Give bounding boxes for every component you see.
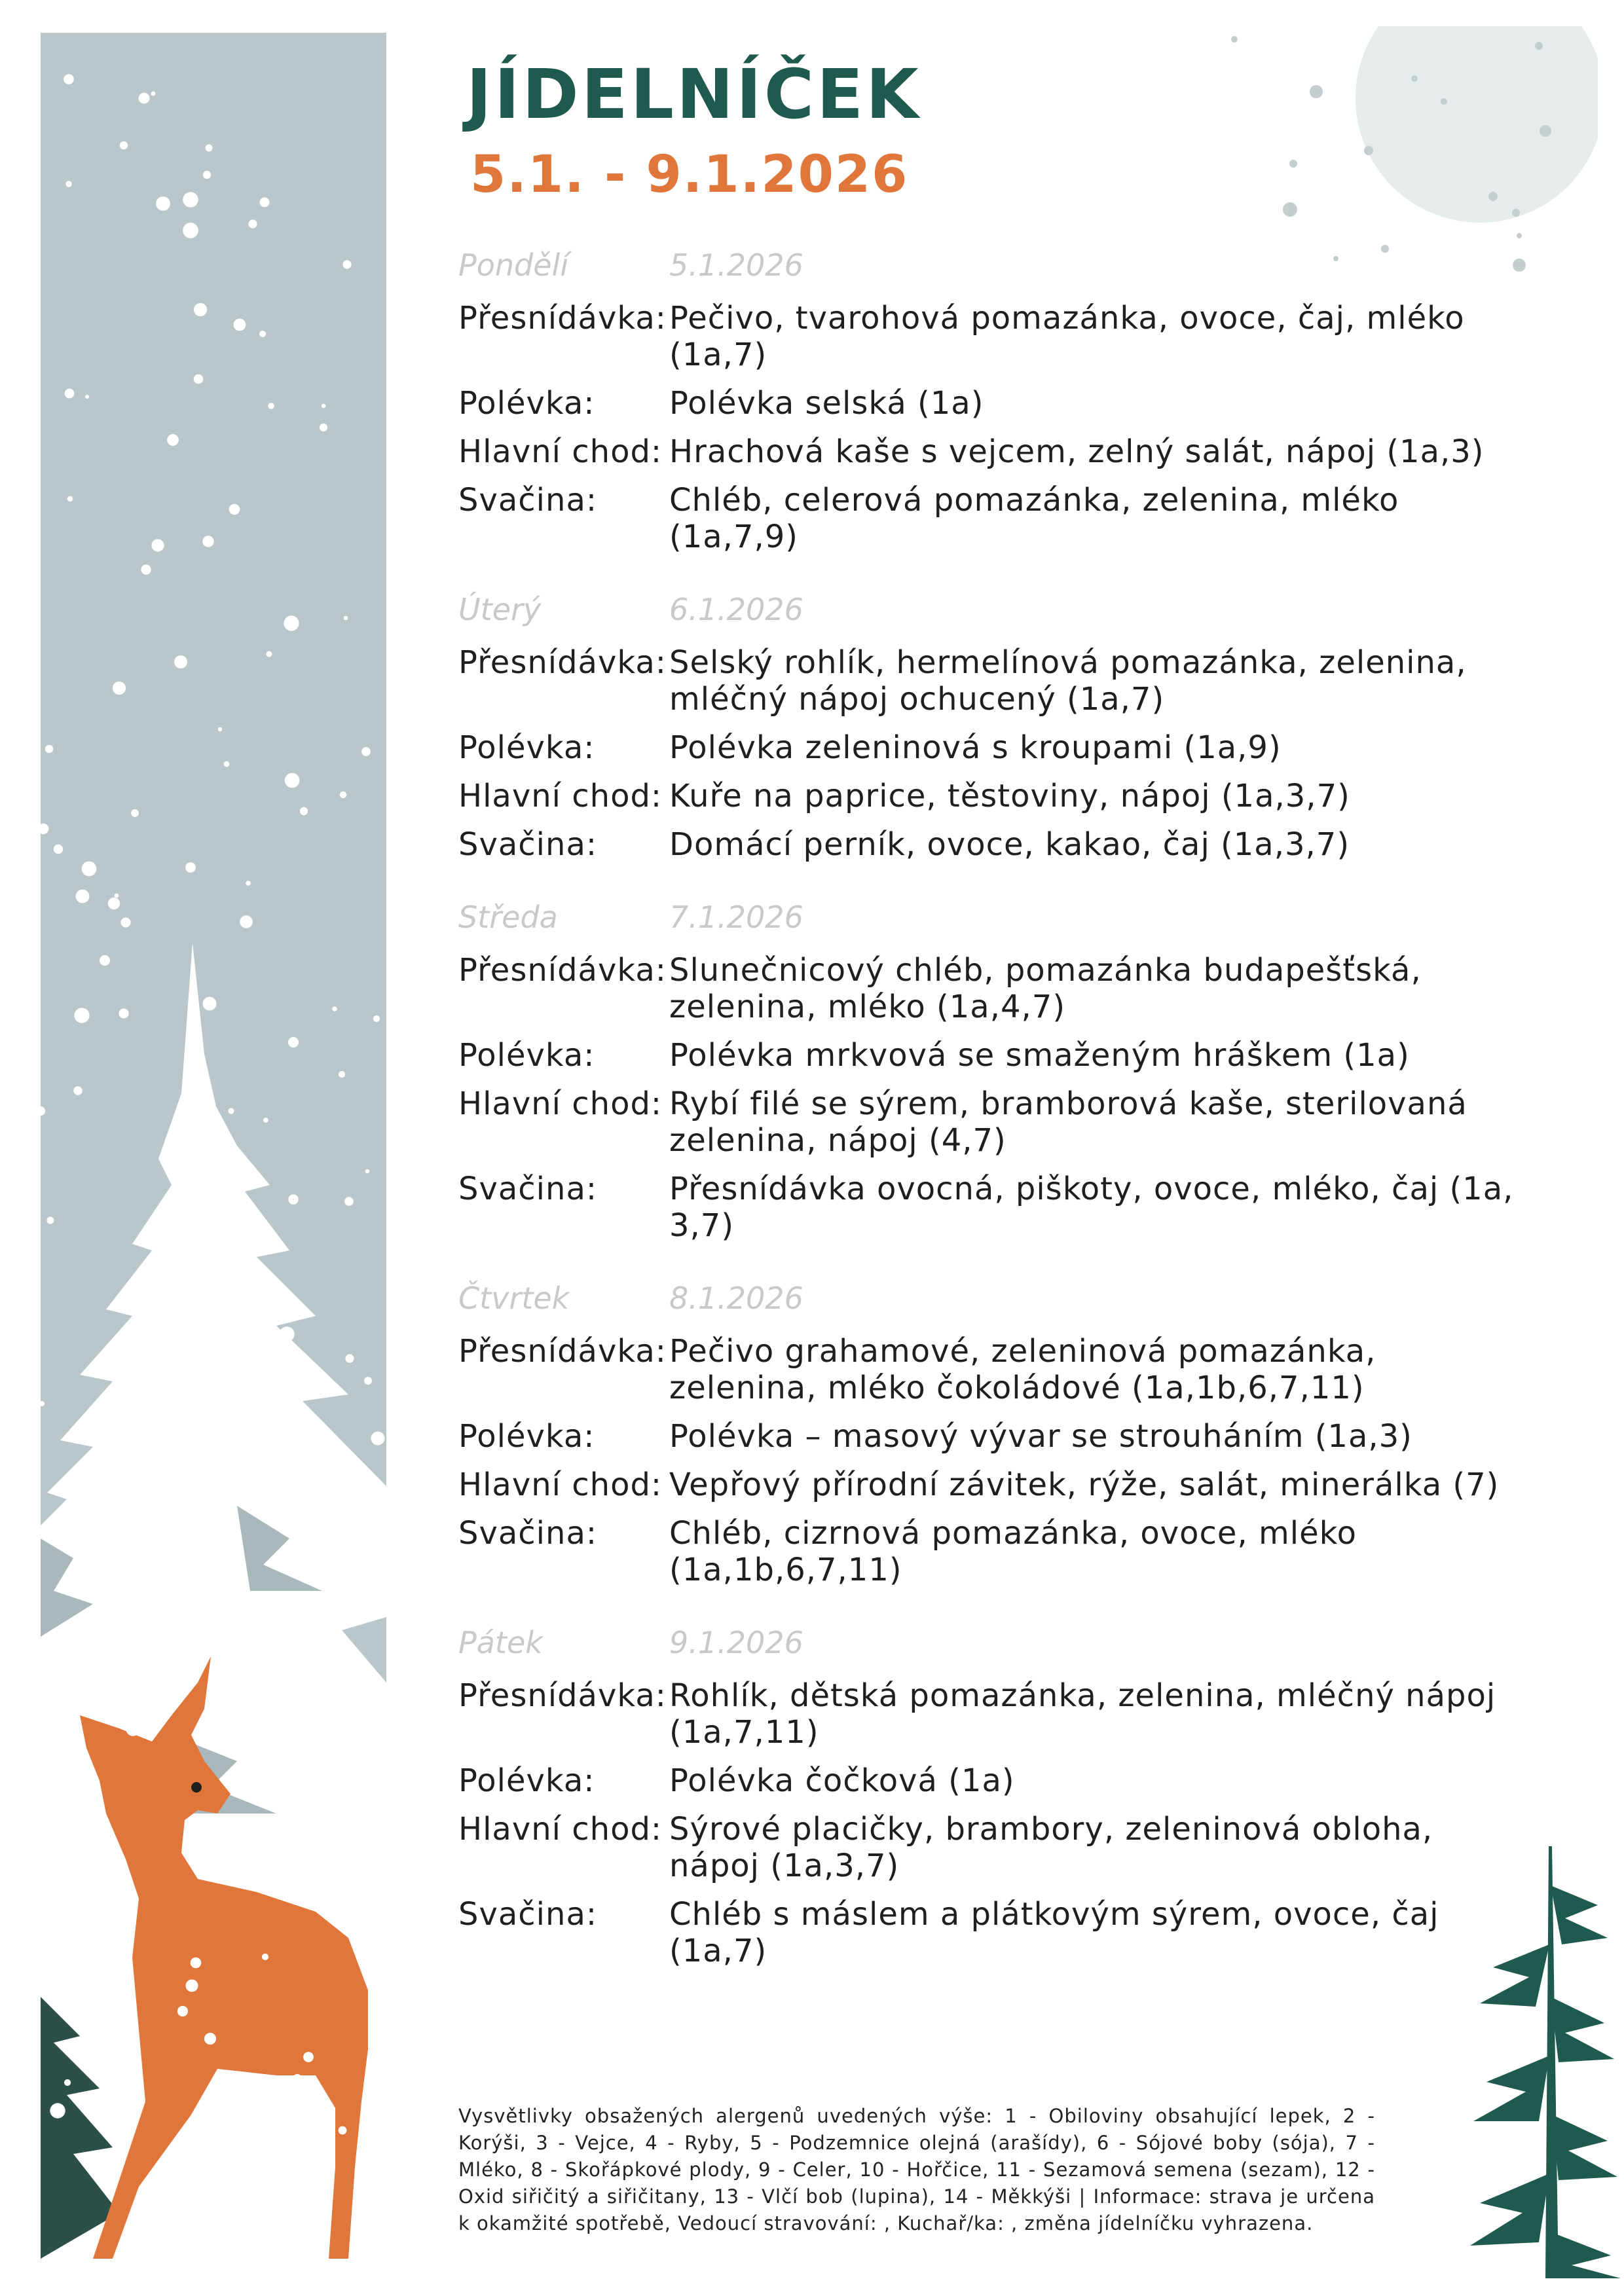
snowflake: [183, 223, 198, 238]
snowflake: [375, 1488, 381, 1494]
snowflake: [259, 331, 266, 337]
meal-row: [458, 1418, 1532, 1455]
snowflake: [131, 809, 139, 817]
meal-row: [458, 1896, 1532, 1969]
snowflake: [64, 74, 74, 84]
snowflake: [344, 616, 348, 620]
day-date: 8.1.2026: [669, 1281, 803, 1316]
snowflake: [363, 2077, 377, 2090]
day-date: 9.1.2026: [669, 1625, 803, 1660]
meal-label: Polévka:: [458, 385, 595, 422]
meal-row: [458, 482, 1532, 555]
snowflake: [120, 141, 128, 149]
meal-label: Hlavní chod:: [458, 778, 663, 814]
snowflake: [120, 917, 130, 927]
meal-row: [458, 729, 1532, 766]
snowflake: [358, 1804, 367, 1813]
day-name: Pondělí: [458, 247, 569, 283]
snowflake: [262, 1954, 268, 1960]
snowflake: [204, 2033, 216, 2045]
snowflake: [113, 682, 126, 695]
meal-row: [458, 1467, 1532, 1503]
snowflake: [303, 2052, 314, 2062]
meal-label: Polévka:: [458, 1418, 595, 1455]
meal-label: Hlavní chod:: [458, 1811, 663, 1848]
snowflake: [116, 1666, 123, 1673]
snowflake: [361, 747, 371, 756]
snowflake: [156, 196, 170, 211]
snowflake: [191, 1002, 198, 1009]
meal-row: [458, 778, 1532, 814]
snowflake: [100, 955, 110, 966]
snowflake: [279, 1326, 294, 1341]
snowflake: [167, 434, 179, 446]
snowflake: [203, 997, 217, 1011]
snowflake: [282, 1444, 289, 1451]
meal-row: [458, 1333, 1532, 1406]
snowflake: [191, 1958, 202, 1969]
snowflake: [64, 2079, 71, 2086]
day-heading: [458, 1275, 1532, 1321]
snowflake: [248, 1226, 252, 1231]
meal-text: Přesnídávka ovocná, piškoty, ovoce, mléko, čaj (1a, 3,7): [669, 1171, 1514, 1244]
day-heading: [458, 242, 1532, 288]
day-block: [458, 1620, 1532, 1969]
snowflake: [306, 1595, 314, 1603]
day-name: Úterý: [458, 592, 542, 627]
snowflake: [371, 1432, 385, 1446]
snowflake: [62, 1973, 73, 1984]
meal-label: Svačina:: [458, 482, 598, 519]
meal-text: Chléb s máslem a plátkovým sýrem, ovoce, čaj (1a,7): [669, 1896, 1439, 1969]
meal-row: [458, 1515, 1532, 1588]
snowflake: [174, 655, 187, 668]
snowflake: [194, 303, 207, 316]
snowflake: [293, 2074, 302, 2083]
week-date-range: 5.1. - 9.1.2026: [470, 145, 909, 204]
snowflake: [206, 145, 213, 152]
snowflake: [228, 1108, 234, 1114]
meal-row: [458, 1811, 1532, 1884]
day-date: 7.1.2026: [669, 900, 803, 935]
snowflake: [108, 898, 120, 909]
meal-text: Pečivo grahamové, zeleninová pomazánka, zelenina, mléko čokoládové (1a,1b,6,7,11): [669, 1333, 1376, 1406]
meal-text: Polévka selská (1a): [669, 385, 984, 422]
snowflake: [365, 1169, 370, 1174]
snowflake: [119, 1008, 128, 1018]
snowflake: [203, 171, 211, 179]
day-date: 5.1.2026: [669, 247, 803, 283]
meal-text: Pečivo, tvarohová pomazánka, ovoce, čaj, mléko (1a,7): [669, 300, 1465, 373]
moon: [1356, 26, 1598, 223]
snowflake: [45, 745, 53, 753]
snowflake: [342, 260, 351, 268]
meal-label: Přesnídávka:: [458, 1677, 667, 1714]
snowflake: [54, 845, 63, 854]
snowflake: [151, 539, 164, 551]
snowflake: [126, 1722, 139, 1736]
snowflake: [73, 1086, 82, 1095]
snowflake: [268, 403, 274, 409]
snowflake: [185, 862, 196, 873]
snowflake: [373, 1015, 380, 1022]
snowflake: [205, 1271, 210, 1276]
snowflake: [340, 792, 346, 798]
meal-row: [458, 433, 1532, 470]
meal-label: Přesnídávka:: [458, 644, 667, 681]
allergen-legend: Vysvětlivky obsažených alergenů uvedených výše: 1 - Obiloviny obsahující lepek, 2 - Korýši, 3 - Vejce, 4 - Ryby, 5 - Podzemnice olejná (arašídy), 6 - Sójové boby (sója), 7 - Mléko, 8 - Skořápkové plody, 9 - Celer, 10 - Hořčice, 11 - Sezamová semena (sezam), 12 - Oxid siřičitý a siřičitany, 13 - Vlčí bob (lupina), 14 - Měkkýši | Informace: strava je určena k okamžité spotřebě, Vedoucí stravování: , Kuchař/ka: , změna jídelníčku vyhrazena.: [458, 2105, 1375, 2234]
meal-label: Hlavní chod:: [458, 1085, 663, 1122]
snowflake: [364, 1377, 372, 1385]
snowflake: [118, 1517, 124, 1523]
day-heading: [458, 894, 1532, 940]
snowflake: [229, 504, 240, 515]
snowflake: [119, 1674, 124, 1679]
winter-illustration: [41, 33, 386, 2259]
snowflake: [74, 1008, 89, 1023]
snowflake: [291, 1760, 301, 1770]
snowflake: [300, 807, 308, 815]
snowflake: [65, 181, 71, 187]
snowflake: [248, 219, 257, 228]
snowflake: [152, 2189, 166, 2203]
meal-label: Přesnídávka:: [458, 1333, 667, 1370]
snowflake: [175, 1534, 187, 1546]
meal-text: Polévka čočková (1a): [669, 1762, 1015, 1799]
snowflake: [85, 395, 89, 399]
meal-text: Rohlík, dětská pomazánka, zelenina, mléčný nápoj (1a,7,11): [669, 1677, 1496, 1751]
meal-text: Chléb, celerová pomazánka, zelenina, mléko (1a,7,9): [669, 482, 1399, 555]
day-block: [458, 242, 1532, 555]
page-title: JÍDELNÍČEK: [466, 54, 921, 134]
meal-row: [458, 826, 1532, 863]
day-name: Středa: [458, 900, 558, 935]
snowflake: [218, 727, 222, 731]
meal-row: [458, 1762, 1532, 1799]
snowflake: [345, 1354, 354, 1362]
snowflake: [284, 615, 299, 630]
meal-text: Polévka zeleninová s kroupami (1a,9): [669, 729, 1282, 766]
snowflake: [176, 1128, 189, 1140]
snowflake: [288, 1194, 298, 1204]
meal-row: [458, 385, 1532, 422]
snowflake: [320, 424, 327, 431]
snowflake: [115, 894, 119, 898]
meal-label: Hlavní chod:: [458, 433, 663, 470]
day-block: [458, 587, 1532, 863]
snowflake: [76, 2016, 88, 2028]
snowflake: [263, 1118, 268, 1123]
snowflake: [234, 319, 246, 331]
snowflake: [65, 389, 75, 399]
meal-label: Polévka:: [458, 729, 595, 766]
snowflake: [151, 92, 156, 96]
snowflake: [67, 496, 73, 501]
snowflake: [89, 2064, 100, 2075]
day-date: 6.1.2026: [669, 592, 803, 627]
meal-text: Sýrové placičky, brambory, zeleninová obloha, nápoj (1a,3,7): [669, 1811, 1433, 1884]
snowflake: [150, 1259, 160, 1269]
snowflake: [240, 915, 253, 928]
snowflake: [226, 1472, 234, 1481]
snowflake: [322, 404, 326, 409]
meal-text: Chléb, cizrnová pomazánka, ovoce, mléko (1a,1b,6,7,11): [669, 1515, 1357, 1588]
meal-row: [458, 1171, 1532, 1244]
snowflake: [321, 1896, 327, 1902]
meal-row: [458, 1677, 1532, 1751]
snowflake: [339, 2126, 347, 2135]
snowflake: [288, 1037, 299, 1048]
meal-label: Polévka:: [458, 1037, 595, 1074]
snowflake: [77, 1637, 90, 1651]
meal-text: Polévka mrkvová se smaženým hráškem (1a): [669, 1037, 1410, 1074]
meal-label: Svačina:: [458, 1896, 598, 1933]
meal-label: Hlavní chod:: [458, 1467, 663, 1503]
day-heading: [458, 1620, 1532, 1666]
meal-label: Polévka:: [458, 1762, 595, 1799]
meal-row: [458, 1085, 1532, 1159]
day-block: [458, 1275, 1532, 1588]
winter-scene: [41, 33, 386, 2259]
snowflake: [50, 2103, 65, 2118]
snowflake: [139, 93, 150, 104]
meal-row: [458, 1037, 1532, 1074]
meal-label: Přesnídávka:: [458, 952, 667, 989]
meal-text: Domácí perník, ovoce, kakao, čaj (1a,3,7): [669, 826, 1350, 863]
meal-label: Svačina:: [458, 1171, 598, 1207]
snowflake: [82, 862, 97, 877]
meal-text: Kuře na paprice, těstoviny, nápoj (1a,3,7): [669, 778, 1350, 814]
weekly-menu: [458, 242, 1532, 2001]
snowflake: [339, 1071, 345, 1078]
snowflake: [246, 881, 251, 886]
meal-text: Rybí filé se sýrem, bramborová kaše, sterilovaná zelenina, nápoj (4,7): [669, 1085, 1467, 1159]
meal-label: Svačina:: [458, 826, 598, 863]
day-name: Čtvrtek: [458, 1281, 570, 1316]
snowflake: [285, 773, 300, 788]
meal-text: Vepřový přírodní závitek, rýže, salát, minerálka (7): [669, 1467, 1500, 1503]
snowflake: [332, 1006, 337, 1011]
snowflake: [202, 536, 213, 547]
meal-row: [458, 300, 1532, 373]
meal-text: Selský rohlík, hermelínová pomazánka, zelenina, mléčný nápoj ochucený (1a,7): [669, 644, 1467, 718]
meal-text: Hrachová kaše s vejcem, zelný salát, nápoj (1a,3): [669, 433, 1485, 470]
snowflake: [141, 564, 151, 574]
day-block: [458, 894, 1532, 1244]
day-heading: [458, 587, 1532, 632]
meal-text: Polévka – masový vývar se strouháním (1a,3): [669, 1418, 1412, 1455]
meal-label: Přesnídávka:: [458, 300, 667, 337]
meal-row: [458, 644, 1532, 718]
snowflake: [260, 198, 270, 208]
meal-text: Slunečnicový chléb, pomazánka budapešťská, zelenina, mléko (1a,4,7): [669, 952, 1422, 1025]
snowflake: [76, 890, 90, 903]
snowflake: [186, 1980, 198, 1992]
snowflake: [177, 2006, 188, 2016]
snowflake: [183, 192, 198, 208]
snowflake: [290, 1444, 301, 1455]
snowflake: [47, 1217, 54, 1224]
meal-label: Svačina:: [458, 1515, 598, 1552]
snowflake: [189, 2166, 204, 2180]
snowflake: [194, 374, 204, 384]
snowflake: [267, 651, 272, 657]
snowflake: [87, 1592, 100, 1604]
snowflake: [344, 1197, 354, 1206]
meal-row: [458, 952, 1532, 1025]
snowflake: [224, 761, 230, 767]
day-name: Pátek: [458, 1625, 543, 1660]
